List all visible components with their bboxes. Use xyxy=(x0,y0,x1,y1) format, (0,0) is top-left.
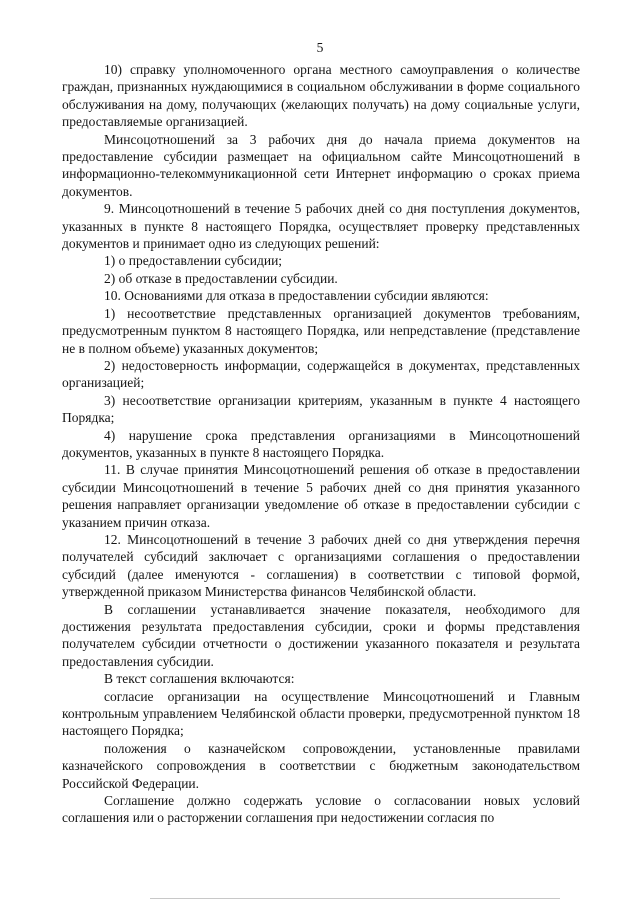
paragraph-decision-2: 2) об отказе в предоставлении субсидии. xyxy=(104,270,338,286)
page-number: 5 xyxy=(316,40,324,55)
paragraph-decision-1: 1) о предоставлении субсидии; xyxy=(104,253,283,269)
paragraph-11: 11. В случае принятия Минсоцотношений решения об отказе в предоставлении субсидии Минсоцотношений в течение 5 рабочих дней со дня принятия указанного решения направляет организации уведомление об отказе в предоставлении субсидии с указанием причин отказа. xyxy=(62,462,580,530)
paragraph-agreement-includes: В текст соглашения включаются: xyxy=(104,671,295,687)
paragraph-agreement-condition: Соглашение должно содержать условие о согласовании новых условий соглашения или о расторжении соглашения при недостижении согласия по xyxy=(62,793,580,826)
paragraph-9: 9. Минсоцотношений в течение 5 рабочих дней со дня поступления документов, указанных в пункте 8 настоящего Порядка, осуществляет проверку представленных документов и принимает одно из следующих решений: xyxy=(62,201,580,252)
scan-edge-line xyxy=(150,898,560,899)
paragraph-item-10: 10) справку уполномоченного органа местного самоуправления о количестве граждан, признанных нуждающимися в социальном обслуживании в форме социального обслуживания на дому, получающих (желающих получать) на дому социальные услуги, предоставляемые организацией. xyxy=(62,62,580,130)
paragraph-refusal-2: 2) недостоверность информации, содержащейся в документах, представленных организацией; xyxy=(62,357,580,391)
paragraph-site-info: Минсоцотношений за 3 рабочих дня до начала приема документов на предоставление субсидии размещает на официальном сайте Минсоцотношений в информационно-телекоммуникационной сети Интернет информацию о сроках приема документов. xyxy=(62,131,580,199)
paragraph-refusal-4: 4) нарушение срока представления организациями в Минсоцотношений документов, указанных в пункте 8 настоящего Порядка. xyxy=(62,427,580,460)
paragraph-agreement-indicator: В соглашении устанавливается значение показателя, необходимого для достижения результата предоставления субсидии, сроки и формы представления получателем субсидии отчетности о достижении указанного показателя и результата предоставления субсидии. xyxy=(62,601,580,669)
paragraph-refusal-3: 3) несоответствие организации критериям, указанным в пункте 4 настоящего Порядка; xyxy=(62,392,580,426)
paragraph-consent: согласие организации на осуществление Минсоцотношений и Главным контрольным управлением Челябинской области проверки, предусмотренной пунктом 18 настоящего Порядка; xyxy=(62,688,580,739)
paragraph-treasury: положения о казначейском сопровождении, установленные правилами казначейского сопровождения в соответствии с бюджетным законодательством Российской Федерации. xyxy=(62,740,580,791)
document-body xyxy=(62,61,580,827)
paragraph-refusal-1: 1) несоответствие представленных организацией документов требованиям, предусмотренным пунктом 8 настоящего Порядка, или непредставление (представление не в полном объеме) указанных документов; xyxy=(62,305,580,356)
paragraph-12: 12. Минсоцотношений в течение 3 рабочих дней со дня утверждения перечня получателей субсидий заключает с организациями соглашения о предоставлении субсидий (далее именуются - соглашения) в соответствии с типовой формой, утвержденной приказом Министерства финансов Челябинской области. xyxy=(62,531,580,600)
paragraph-10: 10. Основаниями для отказа в предоставлении субсидии являются: xyxy=(104,288,489,304)
